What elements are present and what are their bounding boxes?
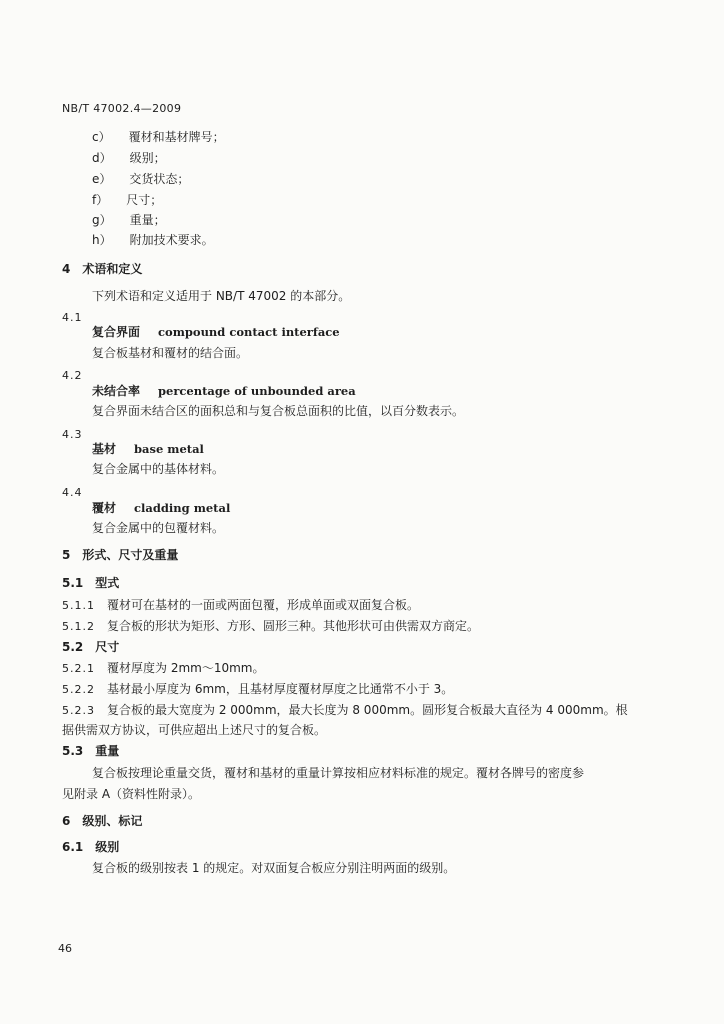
clause-number: 5.1.2 bbox=[62, 620, 95, 633]
paragraph-continuation: 见附录 A（资料性附录）。 bbox=[62, 787, 201, 801]
section-heading: 6 级别、标记 bbox=[62, 814, 143, 828]
clause-number: 4.1 bbox=[62, 311, 83, 324]
term-zh: 覆材 bbox=[92, 501, 117, 515]
subsection-heading: 5.1 型式 bbox=[62, 576, 120, 590]
clause-line bbox=[62, 619, 479, 634]
standard-header: NB/T 47002.4—2009 bbox=[62, 102, 182, 115]
page-number: 46 bbox=[58, 942, 72, 955]
list-text: 级别； bbox=[129, 151, 166, 165]
section-heading: 5 形式、尺寸及重量 bbox=[62, 548, 179, 562]
list-item bbox=[92, 151, 166, 166]
term-en: percentage of unbounded area bbox=[158, 384, 356, 398]
clause-line bbox=[62, 598, 419, 613]
list-marker: e） bbox=[92, 172, 112, 186]
list-item bbox=[92, 172, 189, 187]
clause-number: 4.3 bbox=[62, 428, 83, 441]
term-en: compound contact interface bbox=[158, 325, 340, 339]
term-line bbox=[92, 325, 340, 340]
list-text: 尺寸； bbox=[126, 193, 163, 207]
clause-number: 5.2.3 bbox=[62, 704, 95, 717]
term-zh: 复合界面 bbox=[92, 325, 141, 339]
list-marker: c） bbox=[92, 130, 111, 144]
section-intro: 下列术语和定义适用于 NB/T 47002 的本部分。 bbox=[92, 289, 351, 303]
clause-number: 5.2.2 bbox=[62, 683, 95, 696]
list-marker: f） bbox=[92, 193, 109, 207]
subsection-heading: 5.2 尺寸 bbox=[62, 640, 120, 654]
clause-line bbox=[62, 703, 628, 718]
list-text: 覆材和基材牌号； bbox=[128, 130, 225, 144]
term-definition: 复合板基材和覆材的结合面。 bbox=[92, 346, 249, 360]
list-marker: d） bbox=[92, 151, 112, 165]
clause-number: 4.4 bbox=[62, 486, 83, 499]
list-item bbox=[92, 233, 214, 248]
list-marker: g） bbox=[92, 213, 112, 227]
list-text: 重量； bbox=[129, 213, 166, 227]
term-line bbox=[92, 442, 204, 457]
section-heading: 4 术语和定义 bbox=[62, 262, 143, 276]
term-en: cladding metal bbox=[134, 501, 231, 515]
list-item bbox=[92, 213, 166, 228]
list-item bbox=[92, 130, 225, 145]
clause-number: 4.2 bbox=[62, 369, 83, 382]
term-en: base metal bbox=[134, 442, 204, 456]
clause-text: 覆材可在基材的一面或两面包覆，形成单面或双面复合板。 bbox=[107, 598, 420, 612]
subsection-heading: 5.3 重量 bbox=[62, 744, 120, 758]
clause-number: 5.2.1 bbox=[62, 662, 95, 675]
paragraph: 复合板的级别按表 1 的规定。对双面复合板应分别注明两面的级别。 bbox=[92, 861, 456, 875]
clause-number: 5.1.1 bbox=[62, 599, 95, 612]
paragraph: 复合板按理论重量交货，覆材和基材的重量计算按相应材料标准的规定。覆材各牌号的密度参 bbox=[92, 766, 585, 780]
term-zh: 未结合率 bbox=[92, 384, 141, 398]
list-text: 附加技术要求。 bbox=[129, 233, 214, 247]
list-text: 交货状态； bbox=[129, 172, 190, 186]
clause-line bbox=[62, 682, 453, 697]
list-marker: h） bbox=[92, 233, 112, 247]
subsection-heading: 6.1 级别 bbox=[62, 840, 120, 854]
term-definition: 复合金属中的包覆材料。 bbox=[92, 521, 225, 535]
term-line bbox=[92, 501, 230, 516]
list-item bbox=[92, 193, 162, 208]
clause-text: 基材最小厚度为 6mm，且基材厚度覆材厚度之比通常不小于 3。 bbox=[107, 682, 454, 696]
clause-continuation: 据供需双方协议，可供应超出上述尺寸的复合板。 bbox=[62, 723, 327, 737]
term-zh: 基材 bbox=[92, 442, 117, 456]
clause-text: 复合板的形状为矩形、方形、圆形三种。其他形状可由供需双方商定。 bbox=[107, 619, 480, 633]
clause-text: 覆材厚度为 2mm～10mm。 bbox=[107, 661, 265, 675]
clause-line bbox=[62, 661, 264, 676]
term-line bbox=[92, 384, 356, 399]
term-definition: 复合界面未结合区的面积总和与复合板总面积的比值，以百分数表示。 bbox=[92, 404, 465, 418]
term-definition: 复合金属中的基体材料。 bbox=[92, 462, 225, 476]
clause-text: 复合板的最大宽度为 2 000mm，最大长度为 8 000mm。圆形复合板最大直径为 4 000mm。根 bbox=[107, 703, 628, 717]
